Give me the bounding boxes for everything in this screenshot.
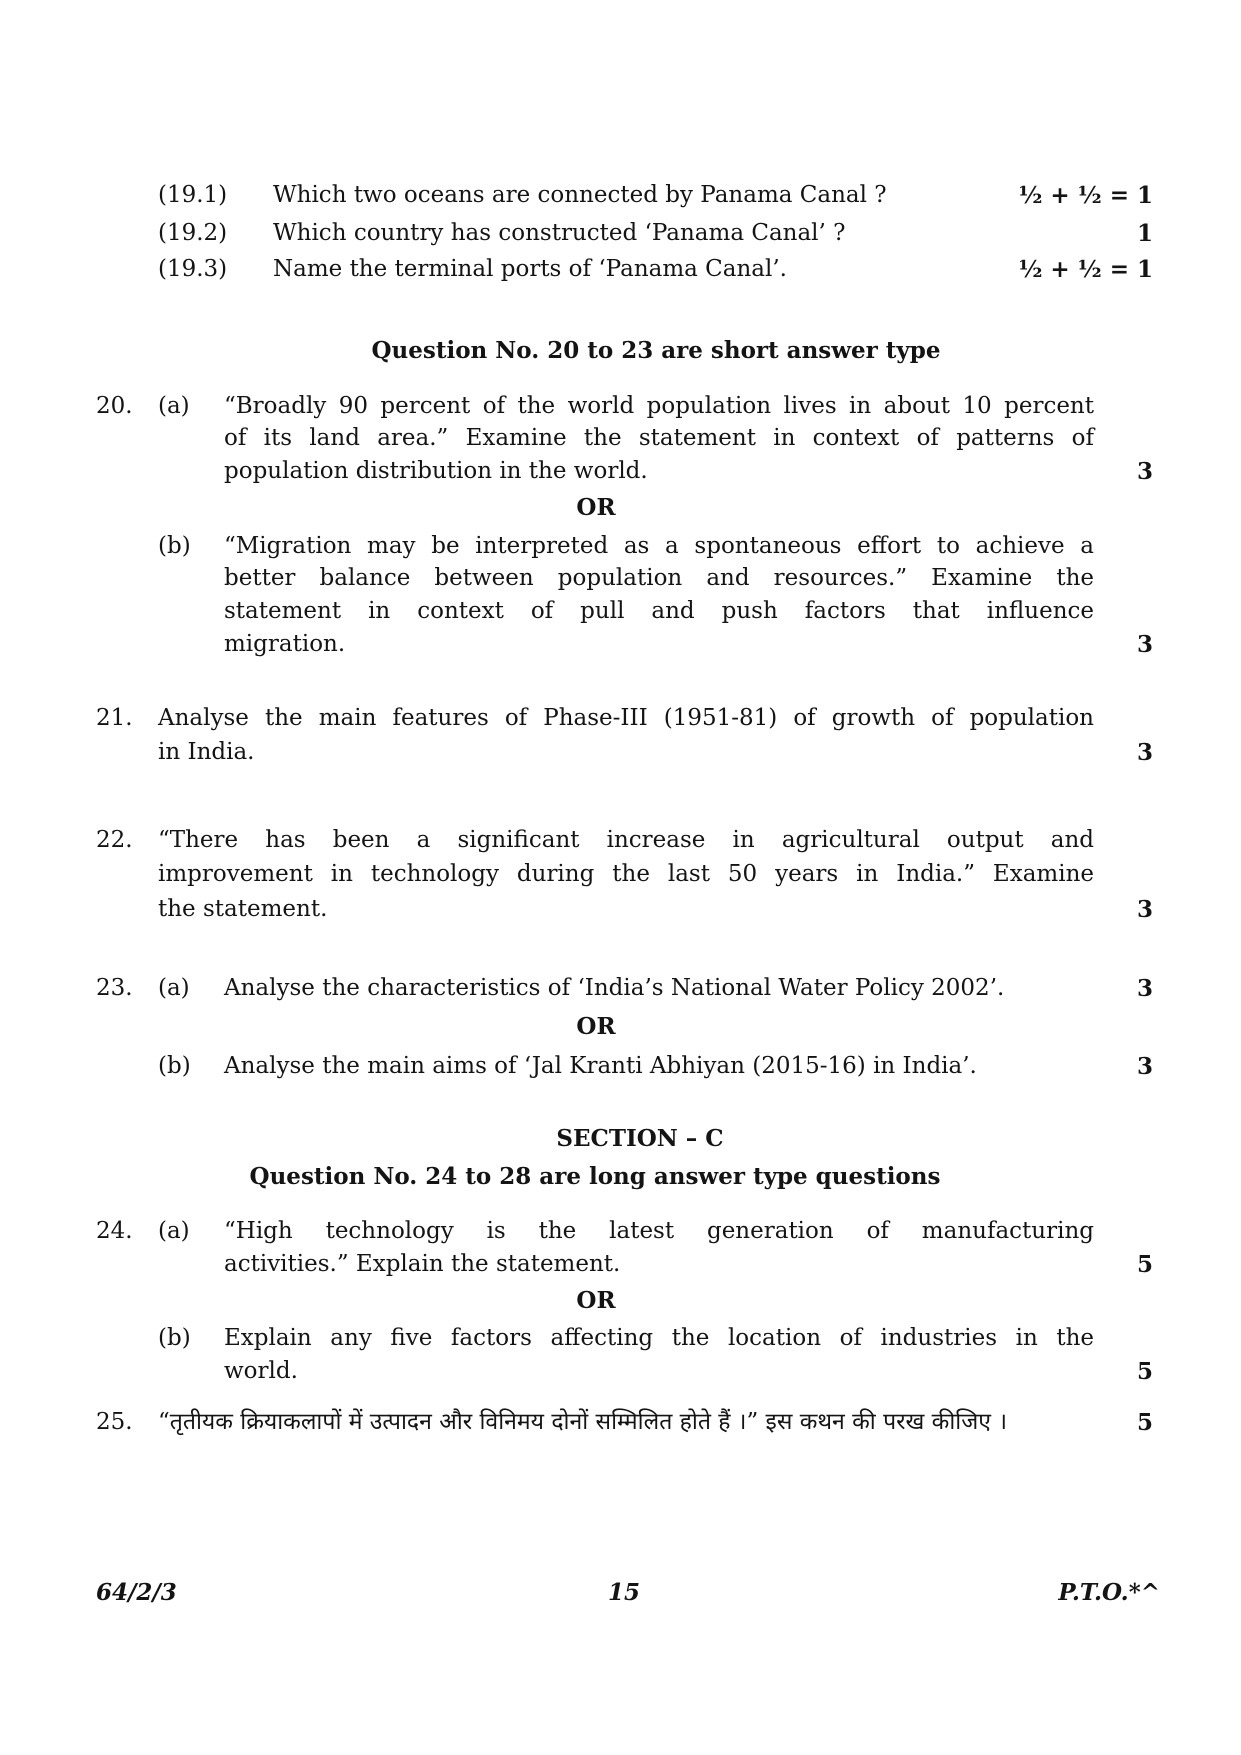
question-text-line: Analyse the main aims of ‘Jal Kranti Abhiyan (2015-16) in India’.: [224, 1053, 977, 1079]
question-marks: 3: [1136, 975, 1153, 1002]
or-separator: OR: [576, 1013, 616, 1040]
question-text-line: “Migration may be interpreted as a spontaneous effort to achieve a: [224, 533, 1094, 559]
paper-code: 64/2/3: [96, 1579, 177, 1606]
subpart-marks: ½ + ½ = 1: [1018, 182, 1153, 209]
question-number: 23.: [96, 975, 133, 1001]
question-text-line: “High technology is the latest generation of manufacturing: [224, 1218, 1094, 1244]
subpart-marks: 1: [1136, 220, 1153, 247]
subpart-marks: ½ + ½ = 1: [1018, 256, 1153, 283]
option-label: (b): [158, 1325, 191, 1351]
question-marks: 3: [1136, 458, 1153, 485]
question-text-line: migration.: [224, 631, 346, 657]
question-text-line: population distribution in the world.: [224, 458, 648, 484]
option-label: (a): [158, 1218, 190, 1244]
question-marks: 3: [1136, 631, 1153, 658]
question-text-line: in India.: [158, 739, 255, 765]
question-text-line: Explain any five factors affecting the location of industries in the: [224, 1325, 1094, 1351]
or-separator: OR: [576, 1287, 616, 1314]
question-marks: 3: [1136, 1053, 1153, 1080]
question-text-line: improvement in technology during the last 50 years in India.” Examine: [158, 861, 1094, 887]
question-text-line: “Broadly 90 percent of the world population lives in about 10 percent: [224, 393, 1094, 419]
page-number: 15: [607, 1579, 641, 1606]
question-marks: 3: [1136, 739, 1153, 766]
subpart-number: (19.1): [158, 182, 228, 208]
question-marks: 5: [1136, 1409, 1153, 1436]
question-text-line: Analyse the main features of Phase-III (1951-81) of growth of population: [158, 705, 1094, 731]
option-label: (a): [158, 393, 190, 419]
question-text-line: world.: [224, 1358, 298, 1384]
question-text-line: better balance between population and resources.” Examine the: [224, 565, 1094, 591]
question-text-line: “तृतीयक क्रियाकलापों में उत्पादन और विनिमय दोनों सम्मिलित होते हैं ।” इस कथन की परख कीजिए ।: [158, 1409, 1008, 1435]
pto-marker: P.T.O.*^: [1058, 1579, 1160, 1606]
question-text-line: activities.” Explain the statement.: [224, 1251, 621, 1277]
question-number: 21.: [96, 705, 133, 731]
section-heading-long-answer: Question No. 24 to 28 are long answer type questions: [249, 1163, 941, 1190]
question-text-line: the statement.: [158, 896, 328, 922]
option-label: (b): [158, 533, 191, 559]
question-text-line: “There has been a significant increase in agricultural output and: [158, 827, 1094, 853]
option-label: (b): [158, 1053, 191, 1079]
question-marks: 5: [1136, 1358, 1153, 1385]
question-number: 20.: [96, 393, 133, 419]
question-text-line: of its land area.” Examine the statement in context of patterns of: [224, 425, 1094, 451]
subpart-text: Name the terminal ports of ‘Panama Canal’.: [273, 256, 787, 282]
question-number: 22.: [96, 827, 133, 853]
question-text-line: statement in context of pull and push factors that influence: [224, 598, 1094, 624]
subpart-text: Which country has constructed ‘Panama Canal’ ?: [273, 220, 846, 246]
subpart-text: Which two oceans are connected by Panama Canal ?: [273, 182, 887, 208]
section-heading-short-answer: Question No. 20 to 23 are short answer type: [371, 337, 941, 364]
question-marks: 5: [1136, 1251, 1153, 1278]
option-label: (a): [158, 975, 190, 1001]
question-number: 24.: [96, 1218, 133, 1244]
question-text-line: Analyse the characteristics of ‘India’s National Water Policy 2002’.: [224, 975, 1005, 1001]
subpart-number: (19.2): [158, 220, 228, 246]
question-marks: 3: [1136, 896, 1153, 923]
section-title: SECTION – C: [556, 1125, 724, 1152]
question-number: 25.: [96, 1409, 133, 1435]
or-separator: OR: [576, 494, 616, 521]
subpart-number: (19.3): [158, 256, 228, 282]
